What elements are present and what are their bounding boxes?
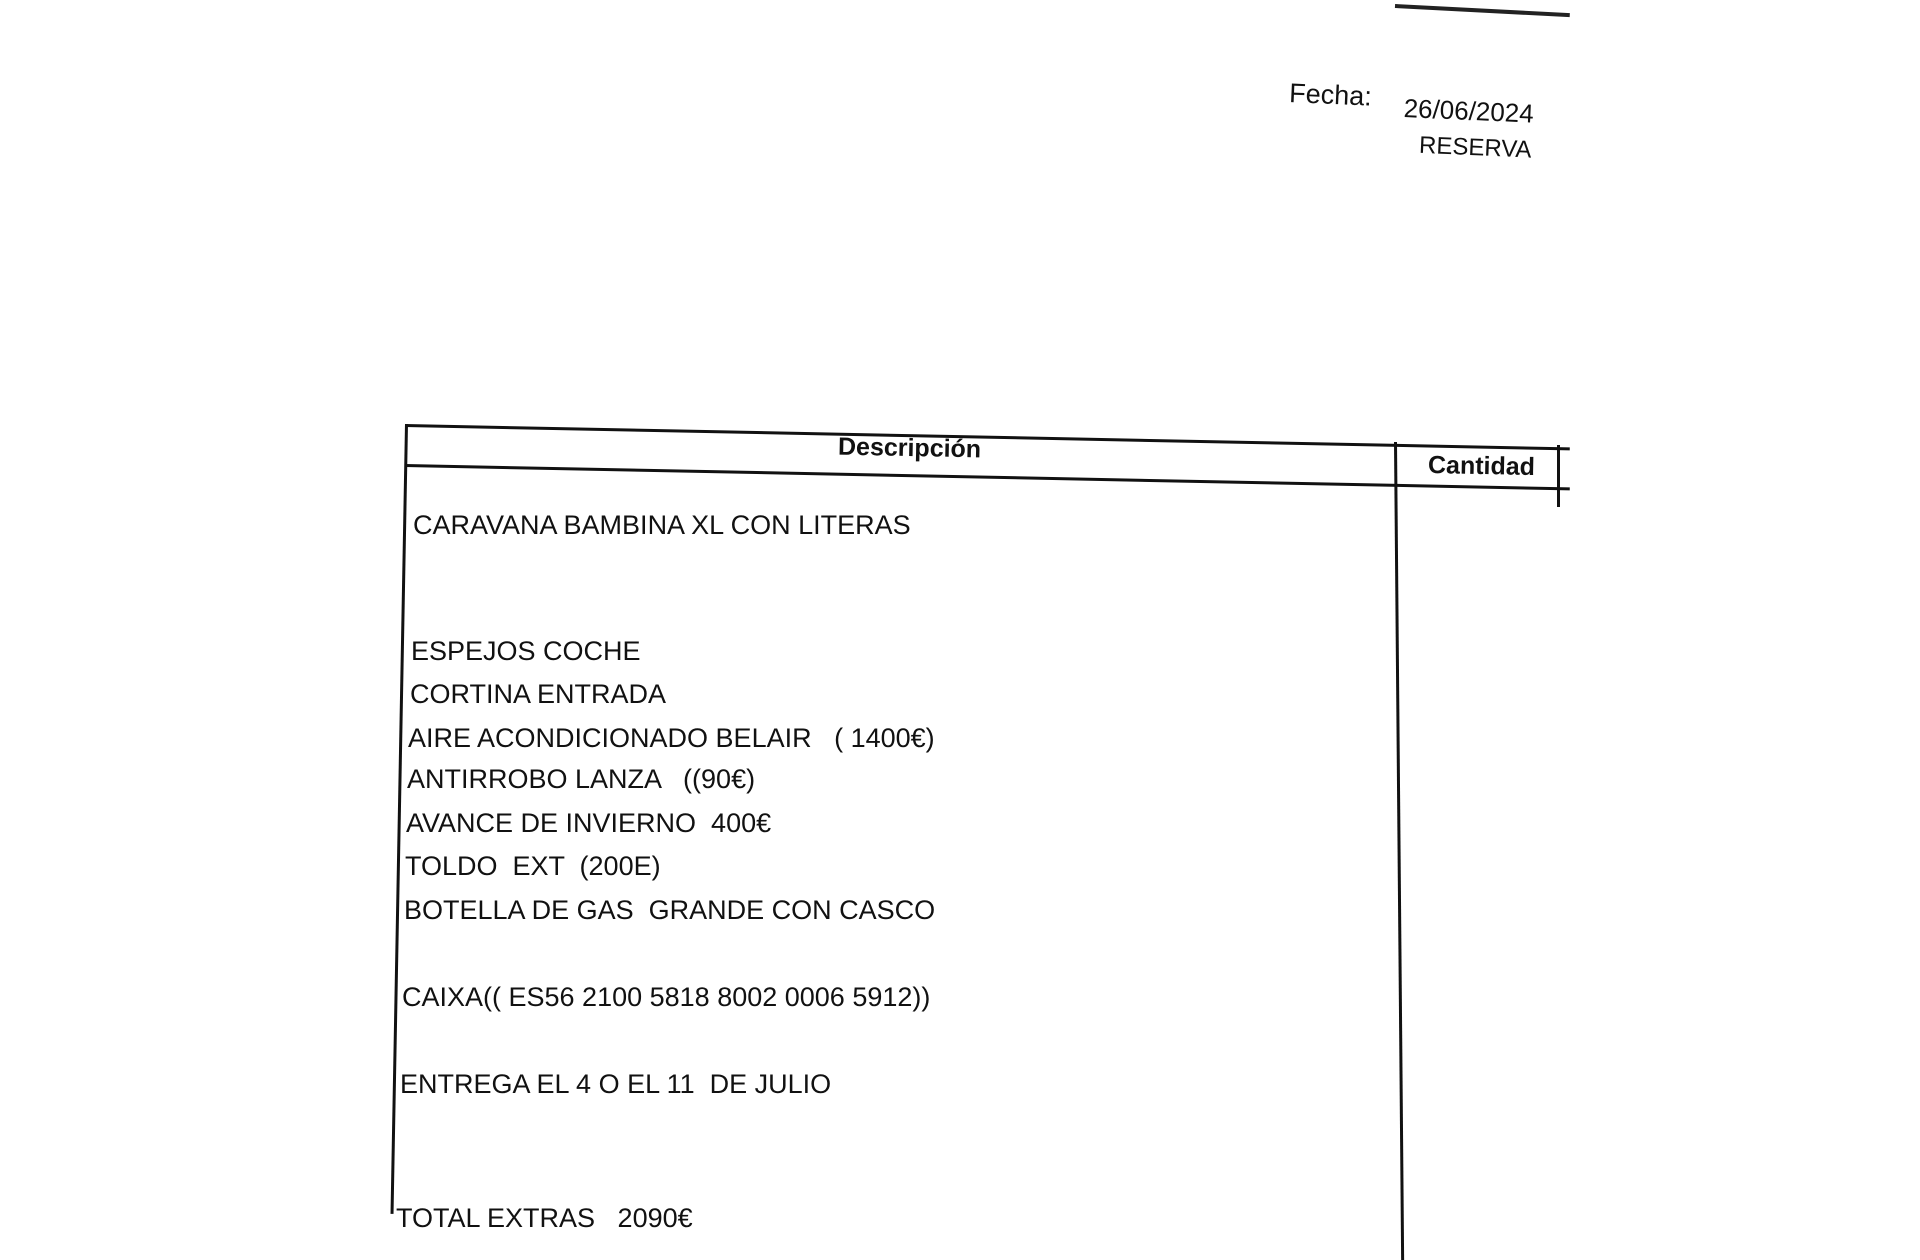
top-edge-line <box>1395 4 1570 17</box>
line-item: TOLDO EXT (200E) <box>405 851 661 881</box>
fecha-label: Fecha: <box>1288 77 1373 112</box>
line-item: BOTELLA DE GAS GRANDE CON CASCO <box>404 895 936 925</box>
line-item: ANTIRROBO LANZA ((90€) <box>407 764 756 794</box>
reserva-status: RESERVA <box>1418 131 1533 164</box>
items-table <box>390 418 1570 1260</box>
line-item: CARAVANA BAMBINA XL CON LITERAS <box>413 510 911 540</box>
column-header-descripcion: Descripción <box>837 432 982 464</box>
line-item: AIRE ACONDICIONADO BELAIR ( 1400€) <box>408 723 935 753</box>
column-header-cantidad: Cantidad <box>1427 450 1536 482</box>
line-item: CORTINA ENTRADA <box>410 679 667 709</box>
fecha-value: 26/06/2024 <box>1403 93 1535 129</box>
line-item: ESPEJOS COCHE <box>411 636 641 666</box>
line-item: AVANCE DE INVIERNO 400€ <box>406 808 772 838</box>
table-column-divider <box>1394 442 1404 1260</box>
line-item: ENTREGA EL 4 O EL 11 DE JULIO <box>400 1069 832 1099</box>
total-extras: TOTAL EXTRAS 2090€ <box>396 1203 693 1233</box>
table-column-divider-2 <box>1557 445 1560 507</box>
line-item: CAIXA(( ES56 2100 5818 8002 0006 5912)) <box>402 982 931 1012</box>
date-block <box>1286 76 1560 178</box>
